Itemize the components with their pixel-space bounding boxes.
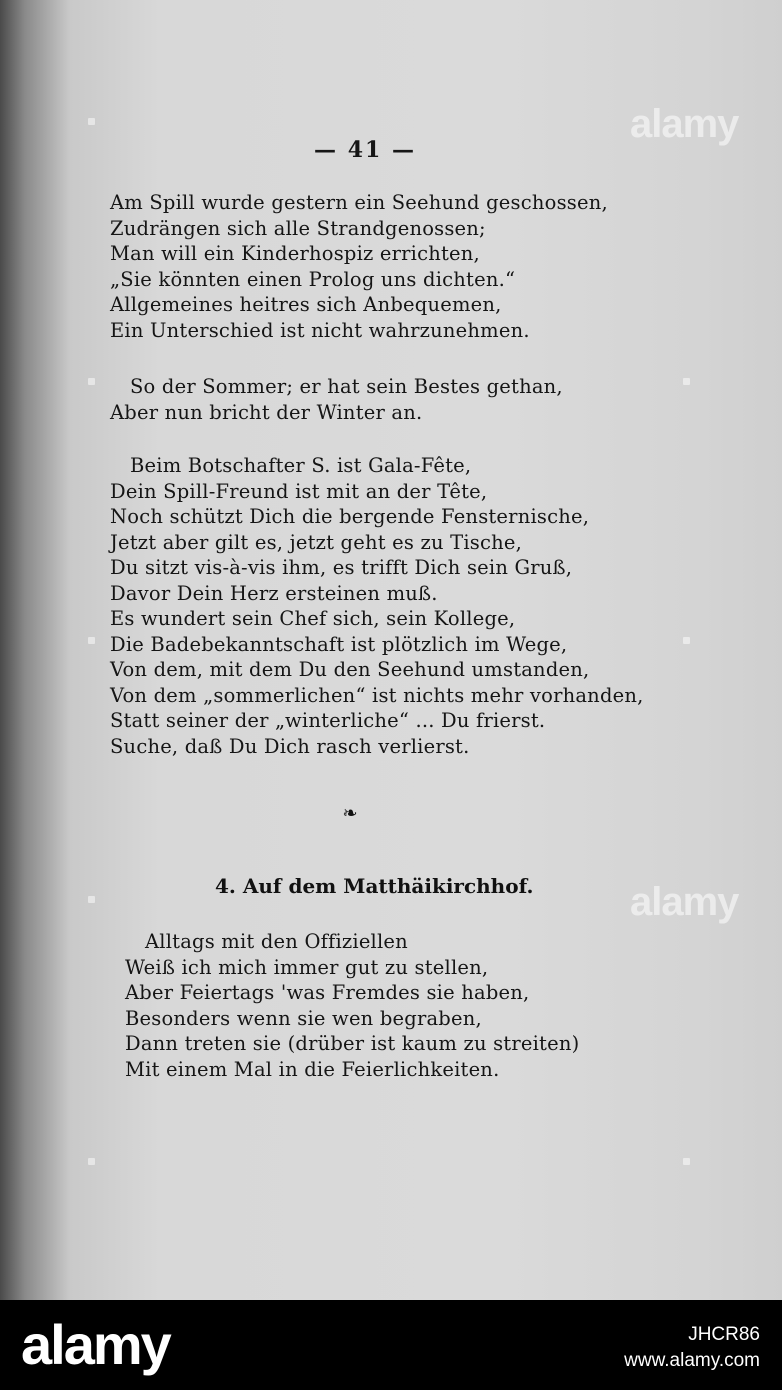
- verse-line: Dann treten sie (drüber ist kaum zu streiten): [125, 1032, 580, 1055]
- watermark-dot: [683, 637, 690, 644]
- stanza-1: [110, 190, 610, 343]
- watermark-dot: [683, 378, 690, 385]
- verse-line: Aber Feiertags 'was Fremdes sie haben,: [125, 981, 530, 1004]
- verse-line: Dein Spill-Freund ist mit an der Tête,: [110, 479, 488, 503]
- verse-line: Am Spill wurde gestern ein Seehund geschossen,: [110, 191, 608, 214]
- verse-line: Suche, daß Du Dich rasch verlierst.: [110, 734, 470, 758]
- verse-line: So der Sommer; er hat sein Bestes gethan,: [130, 375, 563, 398]
- watermark-dot: [88, 118, 95, 125]
- watermark-dot: [88, 1158, 95, 1165]
- image-id: JHCR86: [688, 1324, 760, 1345]
- verse-line: Mit einem Mal in die Feierlichkeiten.: [125, 1057, 500, 1081]
- section-heading: 4. Auf dem Matthäikirchhof.: [215, 874, 534, 898]
- watermark-dot: [88, 378, 95, 385]
- verse-line: Besonders wenn sie wen begraben,: [125, 1006, 482, 1030]
- verse-line: Aber nun bricht der Winter an.: [110, 400, 423, 424]
- stanza-4: [125, 929, 625, 1082]
- verse-line: Ein Unterschied ist nicht wahrzunehmen.: [110, 318, 530, 342]
- verse-line: „Sie könnten einen Prolog uns dichten.“: [110, 267, 516, 291]
- verse-line: Noch schützt Dich die bergende Fensternische,: [110, 505, 590, 528]
- watermark-top: alamy: [630, 102, 739, 146]
- verse-line: Man will ein Kinderhospiz errichten,: [110, 242, 480, 265]
- verse-line: Statt seiner der „winterliche“ ... Du frierst.: [110, 709, 546, 732]
- verse-line: Zudrängen sich alle Strandgenossen;: [110, 216, 486, 240]
- verse-line: Weiß ich mich immer gut zu stellen,: [125, 955, 489, 979]
- verse-line: Es wundert sein Chef sich, sein Kollege,: [110, 607, 516, 630]
- verse-line: Beim Botschafter S. ist Gala-Fête,: [130, 454, 472, 477]
- page-number: — 41 —: [314, 137, 416, 163]
- verse-line: Alltags mit den Offiziellen: [145, 930, 408, 953]
- verse-line: Von dem „sommerlichen“ ist nichts mehr vorhanden,: [110, 683, 644, 707]
- verse-line: Die Badebekanntschaft ist plötzlich im Wege,: [110, 632, 568, 656]
- footer-url: www.alamy.com: [624, 1350, 760, 1371]
- stanza-3: [110, 453, 644, 759]
- watermark-dot: [683, 1158, 690, 1165]
- verse-line: Davor Dein Herz ersteinen muß.: [110, 581, 438, 605]
- stock-footer: [0, 1300, 782, 1390]
- ornament-icon: ❧: [342, 803, 358, 824]
- watermark-dot: [88, 637, 95, 644]
- verse-line: Du sitzt vis-à-vis ihm, es trifft Dich sein Gruß,: [110, 556, 573, 579]
- watermark-bottom: alamy: [630, 880, 739, 924]
- verse-line: Von dem, mit dem Du den Seehund umstanden,: [110, 658, 590, 681]
- stanza-2: [110, 374, 610, 425]
- alamy-logo: alamy: [21, 1313, 170, 1376]
- verse-line: Allgemeines heitres sich Anbequemen,: [110, 293, 502, 316]
- watermark-dot: [88, 896, 95, 903]
- verse-line: Jetzt aber gilt es, jetzt geht es zu Tische,: [110, 530, 522, 554]
